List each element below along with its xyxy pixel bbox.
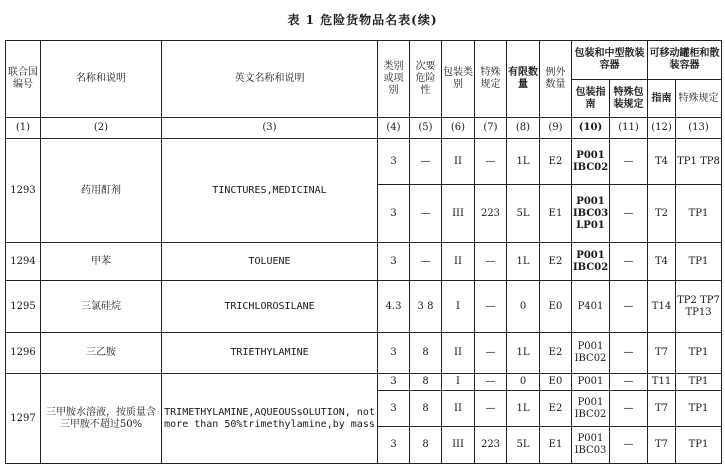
special-cell: — — [475, 243, 507, 281]
special-pack-cell: — — [610, 185, 648, 243]
limited-cell: 1L — [507, 243, 540, 281]
sub-risk-cell: — — [410, 139, 442, 185]
excepted-cell: E0 — [540, 374, 572, 391]
class-cell: 3 — [378, 374, 410, 391]
sub-risk-cell: 3 8 — [410, 281, 442, 333]
limited-cell: 5L — [507, 185, 540, 243]
special-pack-cell: — — [610, 243, 648, 281]
class-cell: 3 — [378, 243, 410, 281]
index-cell: (8) — [507, 118, 540, 139]
tank-special-cell: TP1 — [676, 185, 722, 243]
index-cell: (4) — [378, 118, 410, 139]
special-cell: 223 — [475, 427, 507, 464]
class-cell: 3 — [378, 185, 410, 243]
index-cell: (11) — [610, 118, 648, 139]
tank-instr-cell: T4 — [648, 139, 676, 185]
class-cell: 4.3 — [378, 281, 410, 333]
tank-special-cell: TP1 — [676, 391, 722, 427]
un-number: 1293 — [6, 139, 41, 243]
tank-instr-cell: T2 — [648, 185, 676, 243]
excepted-cell: E2 — [540, 391, 572, 427]
index-row — [6, 118, 722, 139]
col-header-name-en: 英文名称和说明 — [162, 41, 378, 118]
excepted-cell: E2 — [540, 333, 572, 374]
header-row — [6, 41, 722, 80]
tank-special-cell: TP2 TP7 TP13 — [676, 281, 722, 333]
limited-cell: 5L — [507, 427, 540, 464]
special-cell: — — [475, 139, 507, 185]
col-header-excepted: 例外数量 — [540, 41, 572, 118]
table-row — [6, 374, 722, 391]
tank-special-cell: TP1 — [676, 374, 722, 391]
sub-risk-cell: 8 — [410, 391, 442, 427]
class-cell: 3 — [378, 427, 410, 464]
pack-instr-cell: P001 IBC03 LP01 — [572, 185, 610, 243]
limited-cell: 0 — [507, 374, 540, 391]
pack-instr-cell: P401 — [572, 281, 610, 333]
tank-special-cell: TP1 — [676, 243, 722, 281]
pack-group-cell: II — [442, 243, 475, 281]
col-header-special-pack: 特殊包装规定 — [610, 80, 648, 118]
sub-risk-cell: — — [410, 185, 442, 243]
special-cell: 223 — [475, 185, 507, 243]
pack-group-cell: I — [442, 374, 475, 391]
name-cn: 三甲胺水溶液，按质量含三甲胺不超过50% — [41, 374, 162, 464]
index-cell: (2) — [41, 118, 162, 139]
sub-risk-cell: — — [410, 243, 442, 281]
pack-group-cell: II — [442, 333, 475, 374]
tank-special-cell: TP1 TP8 — [676, 139, 722, 185]
pack-instr-cell: P001 IBC02 — [572, 243, 610, 281]
tank-instr-cell: T11 — [648, 374, 676, 391]
tank-instr-cell: T14 — [648, 281, 676, 333]
excepted-cell: E2 — [540, 243, 572, 281]
col-header-pack-group: 包装类别 — [442, 41, 475, 118]
pack-group-cell: III — [442, 185, 475, 243]
col-header-special: 特殊规定 — [475, 41, 507, 118]
excepted-cell: E1 — [540, 185, 572, 243]
col-header-tank-group: 可移动罐柜和散装容器 — [648, 41, 722, 80]
special-cell: — — [475, 281, 507, 333]
tank-instr-cell: T7 — [648, 333, 676, 374]
pack-instr-cell: P001 — [572, 374, 610, 391]
name-cn: 三乙胺 — [41, 333, 162, 374]
sub-risk-cell: 8 — [410, 333, 442, 374]
index-cell: (6) — [442, 118, 475, 139]
special-cell: — — [475, 333, 507, 374]
special-pack-cell: — — [610, 139, 648, 185]
col-header-tank-instr: 指南 — [648, 80, 676, 118]
special-pack-cell: — — [610, 374, 648, 391]
col-header-sub-risk: 次要危险性 — [410, 41, 442, 118]
excepted-cell: E2 — [540, 139, 572, 185]
limited-cell: 0 — [507, 281, 540, 333]
index-cell: (3) — [162, 118, 378, 139]
special-pack-cell: — — [610, 427, 648, 464]
pack-group-cell: I — [442, 281, 475, 333]
col-header-class: 类别或项别 — [378, 41, 410, 118]
special-cell: — — [475, 374, 507, 391]
col-header-name-cn: 名称和说明 — [41, 41, 162, 118]
index-cell: (10) — [572, 118, 610, 139]
name-en: TOLUENE — [162, 243, 378, 281]
un-number: 1294 — [6, 243, 41, 281]
index-cell: (7) — [475, 118, 507, 139]
special-pack-cell: — — [610, 281, 648, 333]
pack-instr-cell: P001 IBC02 — [572, 391, 610, 427]
special-pack-cell: — — [610, 391, 648, 427]
limited-cell: 1L — [507, 333, 540, 374]
un-number: 1297 — [6, 374, 41, 464]
name-cn: 甲苯 — [41, 243, 162, 281]
dangerous-goods-table — [5, 40, 722, 464]
class-cell: 3 — [378, 139, 410, 185]
pack-group-cell: III — [442, 427, 475, 464]
name-en: TINCTURES,MEDICINAL — [162, 139, 378, 243]
name-cn: 药用酊剂 — [41, 139, 162, 243]
sub-risk-cell: 8 — [410, 374, 442, 391]
excepted-cell: E1 — [540, 427, 572, 464]
name-en: TRIETHYLAMINE — [162, 333, 378, 374]
un-number: 1295 — [6, 281, 41, 333]
sub-risk-cell: 8 — [410, 427, 442, 464]
col-header-pack-instr: 包装指南 — [572, 80, 610, 118]
col-header-limited: 有限数量 — [507, 41, 540, 118]
page-title: 表 1 危险货物品名表(续) — [287, 13, 438, 27]
limited-cell: 1L — [507, 139, 540, 185]
index-cell: (12) — [648, 118, 676, 139]
pack-instr-cell: P001 IBC02 — [572, 333, 610, 374]
pack-group-cell: II — [442, 139, 475, 185]
table-row — [6, 333, 722, 374]
limited-cell: 1L — [507, 391, 540, 427]
pack-instr-cell: P001 IBC03 — [572, 427, 610, 464]
class-cell: 3 — [378, 391, 410, 427]
tank-instr-cell: T7 — [648, 427, 676, 464]
class-cell: 3 — [378, 333, 410, 374]
table-row — [6, 281, 722, 333]
index-cell: (5) — [410, 118, 442, 139]
excepted-cell: E0 — [540, 281, 572, 333]
index-cell: (13) — [676, 118, 722, 139]
tank-instr-cell: T7 — [648, 391, 676, 427]
special-pack-cell: — — [610, 333, 648, 374]
col-header-ibc-group: 包装和中型散装容器 — [572, 41, 648, 80]
special-cell: — — [475, 391, 507, 427]
index-cell: (1) — [6, 118, 41, 139]
col-header-tank-special: 特殊规定 — [676, 80, 722, 118]
table-row — [6, 139, 722, 185]
tank-special-cell: TP1 — [676, 427, 722, 464]
col-header-un-no: 联合国编号 — [6, 41, 41, 118]
table-row — [6, 243, 722, 281]
un-number: 1296 — [6, 333, 41, 374]
name-en: TRICHLOROSILANE — [162, 281, 378, 333]
pack-group-cell: II — [442, 391, 475, 427]
tank-special-cell: TP1 — [676, 333, 722, 374]
pack-instr-cell: P001 IBC02 — [572, 139, 610, 185]
name-cn: 三氯硅烷 — [41, 281, 162, 333]
tank-instr-cell: T4 — [648, 243, 676, 281]
name-en: TRIMETHYLAMINE,AQUEOUSsOLUTION, not more than 50%trimethylamine,by mass — [162, 374, 378, 464]
index-cell: (9) — [540, 118, 572, 139]
